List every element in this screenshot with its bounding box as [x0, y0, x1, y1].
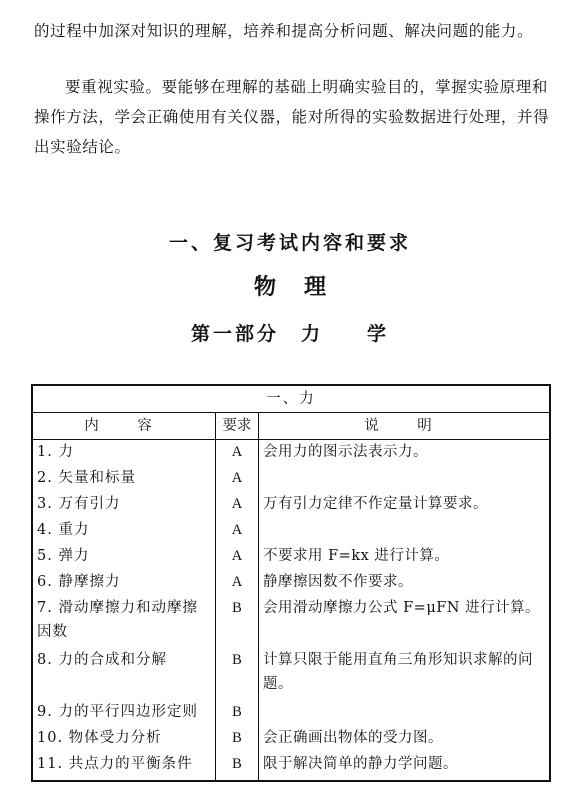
row-note: 万有引力定律不作定量计算要求。	[259, 492, 551, 518]
table-row	[32, 570, 550, 596]
row-level: B	[216, 752, 259, 781]
row-level: B	[216, 700, 259, 726]
row-note	[259, 466, 551, 492]
table-row	[32, 700, 550, 726]
row-content: 5. 弹力	[32, 544, 216, 570]
row-note: 限于解决简单的静力学问题。	[259, 752, 551, 781]
row-content: 10. 物体受力分析	[32, 726, 216, 752]
row-note: 计算只限于能用直角三角形知识求解的问题。	[259, 648, 551, 700]
column-header-note: 说 明	[259, 413, 551, 440]
table-row	[32, 440, 550, 467]
row-content: 7. 滑动摩擦力和动摩擦因数	[32, 596, 216, 648]
table-caption: 一、力	[32, 385, 550, 413]
row-note: 不要求用 F=kx 进行计算。	[259, 544, 551, 570]
table-row	[32, 596, 550, 648]
table-row	[32, 648, 550, 700]
table-row	[32, 492, 550, 518]
row-level: A	[216, 440, 259, 467]
row-level: A	[216, 466, 259, 492]
row-level: A	[216, 544, 259, 570]
row-note	[259, 700, 551, 726]
row-level: B	[216, 596, 259, 648]
row-level: A	[216, 518, 259, 544]
row-content: 4. 重力	[32, 518, 216, 544]
table-row	[32, 466, 550, 492]
row-content: 6. 静摩擦力	[32, 570, 216, 596]
row-content: 1. 力	[32, 440, 216, 467]
row-level: A	[216, 492, 259, 518]
row-content: 11. 共点力的平衡条件	[32, 752, 216, 781]
row-note: 会正确画出物体的受力图。	[259, 726, 551, 752]
intro-paragraph-1: 的过程中加深对知识的理解，培养和提高分析问题、解决问题的能力。	[34, 22, 534, 40]
part-title: 第一部分 力 学	[190, 323, 389, 345]
table-row	[32, 544, 550, 570]
row-content: 3. 万有引力	[32, 492, 216, 518]
row-note	[259, 518, 551, 544]
row-content: 9. 力的平行四边形定则	[32, 700, 216, 726]
row-level: B	[216, 726, 259, 752]
row-note: 会用力的图示法表示力。	[259, 440, 551, 467]
row-note: 静摩擦因数不作要求。	[259, 570, 551, 596]
column-header-content: 内 容	[32, 413, 216, 440]
section-title: 一、复习考试内容和要求	[168, 232, 411, 254]
row-content: 8. 力的合成和分解	[32, 648, 216, 700]
table-row	[32, 726, 550, 752]
subject-title: 物理	[253, 275, 354, 300]
row-level: A	[216, 570, 259, 596]
row-note: 会用滑动摩擦力公式 F=μFN 进行计算。	[259, 596, 551, 648]
row-level: B	[216, 648, 259, 700]
intro-paragraph-2: 要重视实验。要能够在理解的基础上明确实验目的，掌握实验原理和操作方法，学会正确使用有关仪器，能对所得的实验数据进行处理，并得出实验结论。	[34, 78, 550, 156]
table-row	[32, 752, 550, 781]
table-row	[32, 518, 550, 544]
column-header-level: 要求	[216, 413, 259, 440]
row-content: 2. 矢量和标量	[32, 466, 216, 492]
requirements-table	[31, 384, 551, 782]
